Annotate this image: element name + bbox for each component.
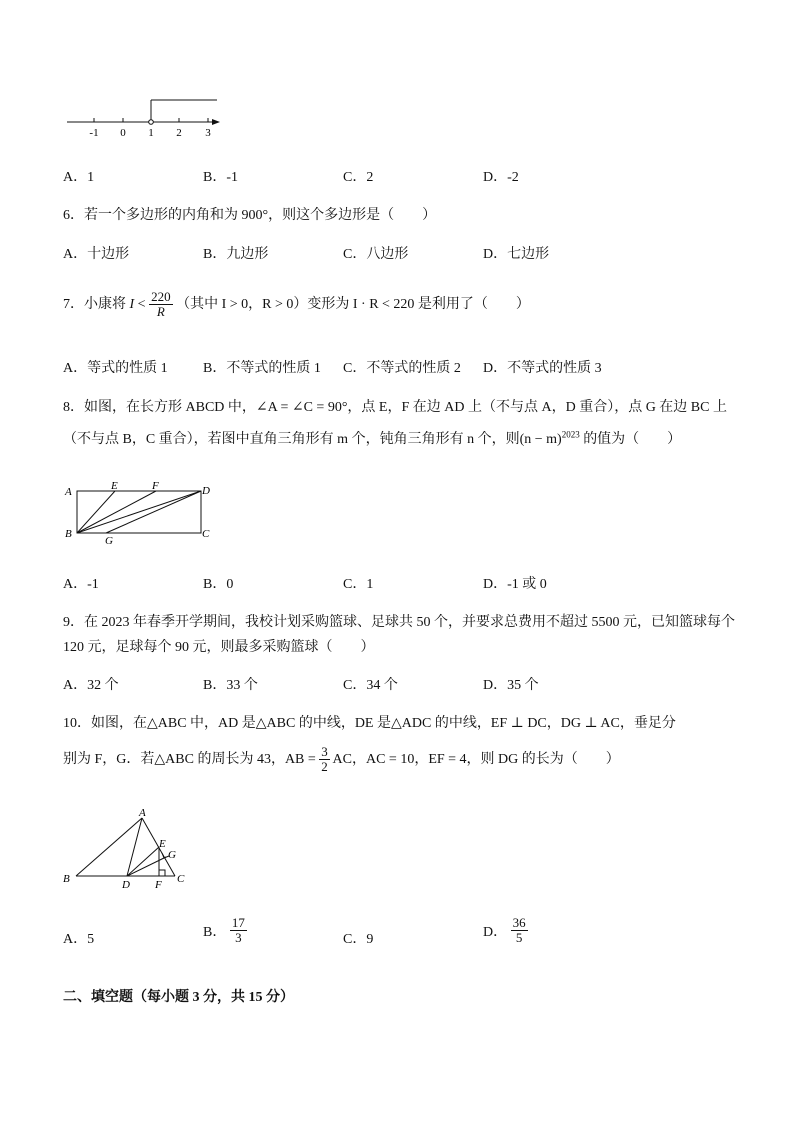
q10-line2-b: AC，AC = 10，EF = 4，则 DG 的长为（ ）: [332, 752, 620, 768]
vertex-label-b: B: [65, 528, 72, 540]
q10-fraction: [319, 745, 330, 775]
vertex-label-b: B: [63, 873, 70, 885]
q5-option-a: A．1: [63, 170, 95, 185]
vertex-label-c: C: [202, 528, 210, 540]
section-heading-fill-in: 二、填空题（每小题 3 分，共 15 分）: [63, 990, 294, 1005]
number-line-figure: [62, 92, 227, 142]
vertex-label-g: G: [168, 849, 176, 861]
q6-option-d: D．七边形: [483, 247, 550, 262]
q10-option-d-num: 36: [512, 915, 526, 930]
q10-option-d-den: 5: [515, 930, 523, 946]
q8-stem-line1: 8．如图，在长方形 ABCD 中，∠A = ∠C = 90°，点 E，F 在边 AD 上（不与点 A，D 重合），点 G 在边 BC 上: [63, 400, 727, 415]
q10-option-b-prefix: B．: [203, 924, 227, 940]
vertex-label-e: E: [159, 838, 166, 850]
q10-option-d-prefix: D．: [483, 924, 508, 940]
q10-option-b-num: 17: [231, 915, 245, 930]
q7-prefix: 7．小康将: [63, 297, 126, 313]
vertex-label-f: F: [155, 879, 162, 890]
q7-option-d: D．不等式的性质 3: [483, 361, 602, 376]
q7-frac-num: 220: [151, 289, 171, 304]
q5-option-d: D．-2: [483, 170, 519, 185]
vertex-label-e: E: [111, 480, 118, 492]
q5-option-c: C．2: [343, 170, 374, 185]
vertex-label-f: F: [152, 480, 159, 492]
triangle-figure: [60, 806, 195, 890]
vertex-label-a: A: [139, 807, 146, 819]
q8-option-b: B．0: [203, 577, 234, 592]
q7-fraction: [149, 290, 173, 320]
q7-option-c: C．不等式的性质 2: [343, 361, 461, 376]
q7-lt: <: [137, 297, 146, 313]
q8-exponent: 2023: [561, 429, 580, 440]
rectangle-figure: [62, 478, 222, 548]
q9-stem-line2: 120 元，足球每个 90 元，则最多采购篮球（ ）: [63, 640, 375, 655]
q5-option-b: B．-1: [203, 170, 238, 185]
q10-stem-line1: 10．如图，在△ABC 中，AD 是△ABC 的中线，DE 是△ADC 的中线，EF ⊥ DC，DG ⊥ AC，垂足分: [63, 716, 676, 731]
q10-frac-num: 3: [321, 744, 328, 759]
q8-option-a: A．-1: [63, 577, 99, 592]
q9-stem-line1: 9．在 2023 年春季开学期间，我校计划采购篮球、足球共 50 个，并要求总费用不超过 5500 元，已知篮球每个: [63, 615, 735, 630]
q10-option-a: A．5: [63, 932, 95, 947]
q10-frac-den: 2: [321, 759, 328, 775]
vertex-label-c: C: [177, 873, 185, 885]
q10-line2-a: 别为 F，G．若△ABC 的周长为 43，AB =: [63, 752, 316, 768]
tick-label: 3: [205, 127, 211, 139]
q7-frac-den-text: R: [156, 304, 165, 320]
vertex-label-a: A: [65, 486, 72, 498]
tick-label: 1: [148, 127, 154, 139]
q6-option-c: C．八边形: [343, 247, 409, 262]
q10-option-b-den: 3: [235, 930, 242, 946]
q9-option-b: B．33 个: [203, 678, 258, 693]
q8-line2-a: （不与点 B，C 重合），若图中直角三角形有 m 个，钝角三角形有 n 个，则: [63, 432, 520, 447]
q7-option-a: A．等式的性质 1: [63, 361, 168, 376]
vertex-label-d: D: [202, 485, 210, 497]
q8-expression: (n − m): [519, 432, 562, 447]
q9-option-a: A．32 个: [63, 678, 119, 693]
q6-option-a: A．十边形: [63, 247, 130, 262]
q8-stem-line2: [63, 428, 681, 448]
q9-option-c: C．34 个: [343, 678, 398, 693]
q8-option-c: C．1: [343, 577, 374, 592]
tick-label: 2: [176, 127, 182, 139]
q8-option-d: D．-1 或 0: [483, 577, 547, 592]
tick-label: 0: [120, 127, 126, 139]
vertex-label-g: G: [105, 535, 113, 547]
q10-option-d: [483, 916, 528, 946]
q6-stem: 6．若一个多边形的内角和为 900°，则这个多边形是（ ）: [63, 208, 437, 223]
q9-option-d: D．35 个: [483, 678, 539, 693]
q10-option-c: C．9: [343, 932, 374, 947]
q6-option-b: B．九边形: [203, 247, 269, 262]
q8-line2-b: 的值为（ ）: [579, 432, 682, 447]
q10-option-b: [203, 916, 247, 946]
tick-label: -1: [89, 127, 99, 139]
q10-option-d-fraction: [511, 916, 528, 946]
q7-condition: （其中 I > 0，R > 0）变形为 I · R < 220 是利用了（ ）: [176, 297, 530, 313]
q7-option-b: B．不等式的性质 1: [203, 361, 321, 376]
q7-frac-den: [149, 305, 173, 319]
q7-stem: [63, 290, 530, 320]
vertex-label-d: D: [122, 879, 130, 890]
q10-stem-line2: [63, 745, 620, 775]
q7-var-i: I: [129, 297, 135, 313]
q10-option-b-fraction: [230, 916, 247, 946]
